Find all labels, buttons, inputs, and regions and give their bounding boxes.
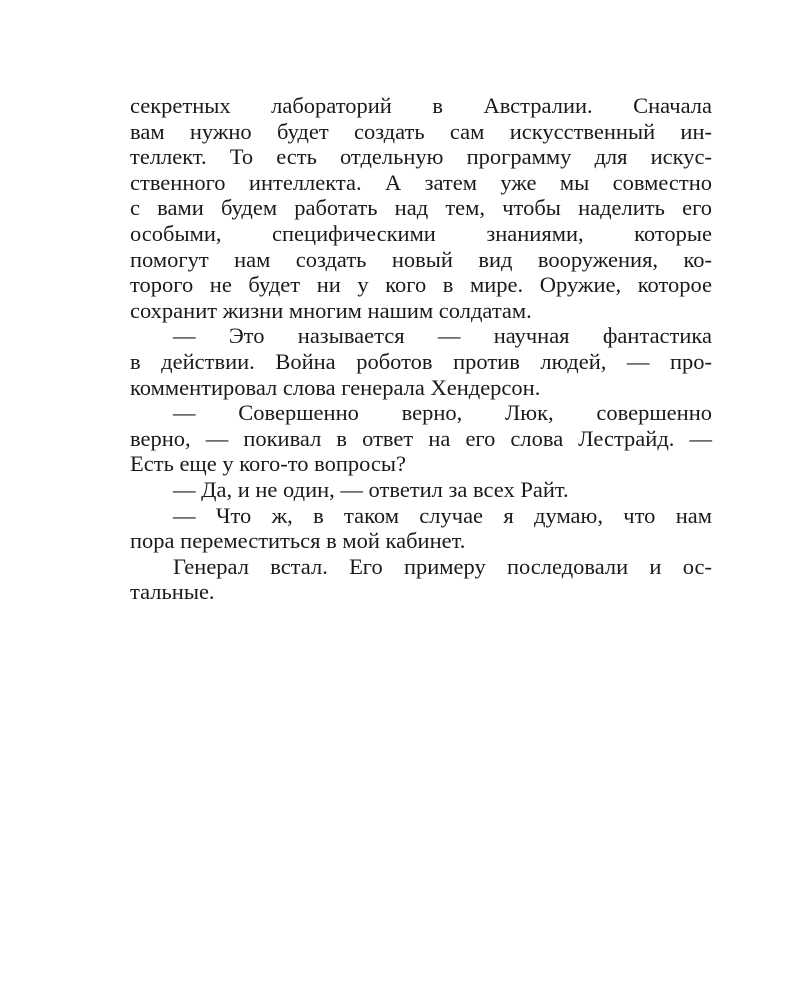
book-page-text [130,93,712,605]
text-line-11: в действии. Война роботов против людей, — про- [130,348,712,374]
text-line-16: — Да, и не один, — ответил за всех Райт. [173,476,569,502]
text-line-12: комментировал слова генерала Хендерсон. [130,374,541,400]
text-line-15: Есть еще у кого-то вопросы? [130,451,407,477]
text-line-2: вам нужно будет создать сам искусственный ин- [130,118,712,144]
text-line-7: помогут нам создать новый вид вооружения, ко- [130,246,712,272]
text-line-18: пора переместиться в мой кабинет. [130,528,466,554]
text-line-6: особыми, специфическими знаниями, которые [130,220,712,246]
text-line-5: с вами будем работать над тем, чтобы наделить его [130,195,712,221]
text-line-14: верно, — покивал в ответ на его слова Лестрайд. — [130,425,712,451]
text-line-8: торого не будет ни у кого в мире. Оружие, которое [130,272,712,298]
text-line-17: — Что ж, в таком случае я думаю, что нам [173,502,712,528]
text-line-13: — Совершенно верно, Люк, совершенно [173,400,712,426]
text-line-20: тальные. [130,579,215,605]
text-line-3: теллект. То есть отдельную программу для искус- [130,144,712,170]
text-line-9: сохранит жизни многим нашим солдатам. [130,297,532,323]
text-line-4: ственного интеллекта. А затем уже мы совместно [130,169,712,195]
text-line-10: — Это называется — научная фантастика [173,323,712,349]
text-line-1: секретных лабораторий в Австралии. Сначала [130,93,712,118]
text-line-19: Генерал встал. Его примеру последовали и ос- [173,553,712,579]
